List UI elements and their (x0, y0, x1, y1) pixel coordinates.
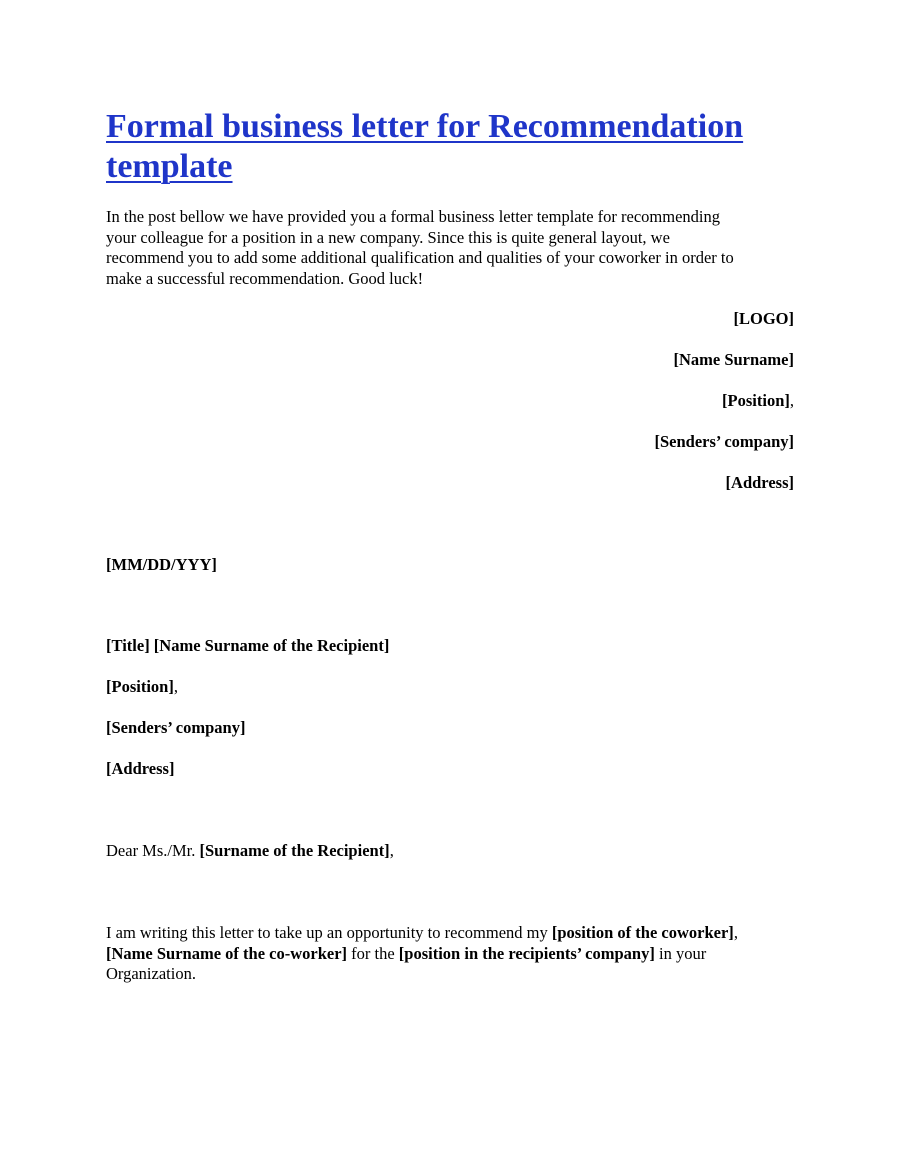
body-paragraph (106, 923, 806, 985)
recipient-position-text: [Position] (106, 677, 174, 696)
intro-paragraph (106, 207, 796, 289)
body-line-3: Organization. (106, 964, 196, 983)
body-target-position: [position in the recipients’ company] (398, 943, 655, 963)
body-line-2-mid: for the (347, 943, 399, 963)
recipient-position-comma: , (173, 677, 178, 696)
salutation-comma: , (389, 841, 394, 860)
recipient-address: [Address] (106, 759, 175, 778)
sender-block (655, 309, 794, 514)
salutation-recipient-name: [Surname of the Recipient] (199, 841, 390, 860)
body-line-1 (106, 923, 806, 944)
body-line-2-suffix: in your (654, 943, 707, 963)
recipient-position (106, 677, 389, 718)
recipient-title-name: [Title] [Name Surname of the Recipient] (106, 636, 390, 655)
sender-address: [Address] (725, 473, 794, 492)
sender-company: [Senders’ company] (654, 432, 794, 451)
intro-line-2: your colleague for a position in a new company. Since this is quite general layout, we (106, 227, 670, 247)
sender-logo: [LOGO] (733, 309, 794, 328)
intro-line-1: In the post bellow we have provided you a formal business letter template for recommending (106, 207, 720, 226)
title-line-1: Formal business letter for Recommendation (106, 108, 744, 145)
sender-name: [Name Surname] (673, 350, 794, 369)
recipient-company: [Senders’ company] (106, 718, 246, 737)
salutation-prefix: Dear Ms./Mr. (106, 841, 200, 860)
body-coworker-name: [Name Surname of the co-worker] (106, 943, 348, 963)
salutation (106, 841, 394, 861)
intro-line-3: recommend you to add some additional qualification and qualities of your coworker in order to (106, 248, 734, 267)
sender-position-comma: , (789, 391, 794, 410)
body-coworker-position: [position of the coworker] (551, 923, 734, 942)
recipient-block (106, 636, 389, 800)
body-line-2 (106, 944, 806, 965)
body-line-1-prefix: I am writing this letter to take up an opportunity to recommend my (106, 923, 552, 942)
body-line-1-suffix: , (733, 923, 738, 942)
sender-position (655, 391, 794, 432)
title-line-2: template (106, 148, 233, 185)
intro-line-4: make a successful recommendation. Good luck! (106, 268, 424, 288)
document-title (106, 107, 806, 187)
letter-date: [MM/DD/YYY] (106, 555, 217, 574)
sender-position-text: [Position] (722, 391, 790, 410)
